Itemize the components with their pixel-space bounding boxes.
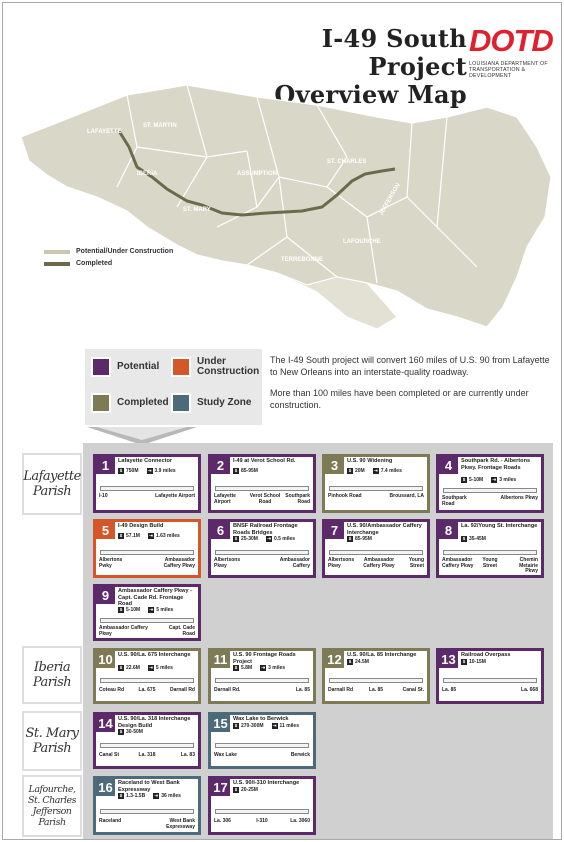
project-card-4[interactable] [436, 454, 544, 513]
dotd-logo [469, 25, 561, 85]
title-line-1: I-49 South Project [321, 24, 467, 81]
endpoint-left: Canal St [99, 752, 120, 758]
map-landmass [21, 85, 551, 327]
project-miles-value: 1.63 miles [155, 533, 180, 539]
endpoint-mid: Verot School Road [249, 493, 281, 505]
map-label-st-mary: ST. MARY [183, 207, 211, 213]
endpoint-mid: Ambassador Caffery Pkwy [363, 557, 395, 569]
map-legend [44, 248, 173, 272]
project-meta [461, 536, 486, 542]
dollar-icon: $ [462, 659, 466, 664]
endpoint-right: Ambassador Caffery Pkwy [163, 557, 195, 569]
endpoint-mid: Young Street [482, 557, 498, 569]
project-cost [118, 533, 140, 539]
endpoint-left: Wax Lake [214, 752, 237, 758]
project-card-7[interactable] [322, 519, 430, 578]
endpoint-right: Capt. Cade Road [168, 625, 195, 637]
logo-subtitle-line-1: LOUISIANA DEPARTMENT OF [469, 61, 548, 67]
endpoint-right: Southpark Road [285, 493, 310, 505]
status-label: Completed [117, 397, 169, 408]
project-meta [118, 533, 180, 539]
overview-map [17, 77, 557, 339]
parish-label-lafourche: Lafourche, St. Charles Jefferson Parish [22, 775, 82, 837]
endpoint-left: Darnall Rd. [214, 687, 241, 693]
status-label: Potential [117, 361, 160, 372]
project-meta [233, 665, 285, 671]
project-name: Southpark Rd. - Albertons Pkwy. Frontage Roads [461, 458, 531, 471]
status-legend [85, 349, 262, 425]
project-number: 6 [211, 522, 230, 539]
road-diagram [100, 743, 194, 748]
dollar-icon: $ [234, 723, 238, 728]
endpoint-left: Albertons Pwky [99, 557, 123, 569]
project-number: 9 [96, 587, 115, 604]
road-diagram [329, 678, 423, 683]
dollar-icon: $ [234, 787, 238, 792]
endpoint-left: Pinhook Road [328, 493, 362, 499]
project-miles-value: 7.4 miles [380, 468, 402, 474]
project-cost [118, 607, 140, 613]
project-card-17[interactable] [208, 776, 316, 835]
endpoint-left: Darnall Rd [328, 687, 354, 693]
logo-subtitle-line-2: TRANSPORTATION & DEVELOPMENT [469, 67, 526, 79]
project-number: 11 [211, 651, 230, 668]
project-meta [118, 665, 173, 671]
project-miles [266, 536, 295, 542]
distance-icon: ⇥ [147, 468, 152, 473]
endpoint-right: Canal St. [402, 687, 424, 693]
project-meta [347, 468, 402, 474]
endpoint-left: Coteau Rd [99, 687, 124, 693]
project-name: Lafayette Connector [118, 458, 173, 464]
project-number: 1 [96, 457, 115, 474]
project-meta [233, 536, 295, 542]
endpoint-mid: La. 85 [368, 687, 384, 693]
project-cost-value: 30-50M [126, 729, 143, 735]
road-diagram [100, 550, 194, 555]
status-label: Study Zone [197, 397, 252, 408]
project-cost-value: 5-10M [469, 477, 484, 483]
project-miles-value: 3 miles [268, 665, 286, 671]
project-cost [233, 787, 258, 793]
endpoint-left: La. 306 [214, 818, 231, 824]
project-miles [153, 793, 181, 799]
project-cost [461, 477, 483, 483]
project-miles-value: 3 miles [499, 477, 517, 483]
project-meta [461, 659, 486, 665]
project-card-8[interactable] [436, 519, 544, 578]
project-miles [491, 477, 516, 483]
endpoint-mid: La. 675 [138, 687, 156, 693]
project-cost [233, 665, 252, 671]
project-miles [260, 665, 285, 671]
endpoint-right: La. 83 [180, 752, 195, 758]
dollar-icon: $ [462, 477, 466, 482]
project-name: La. 92/Young St. Interchange [461, 523, 538, 529]
project-cost-value: 5-10M [126, 607, 141, 613]
dollar-icon: $ [348, 468, 352, 473]
map-label-jefferson: JEFFERSON [378, 182, 402, 217]
endpoint-left: I-10 [99, 493, 108, 499]
dollar-icon: $ [348, 536, 352, 541]
map-legend-completed [44, 260, 173, 267]
endpoint-right: La. 3060 [290, 818, 310, 824]
dollar-icon: $ [462, 536, 466, 541]
project-card-14[interactable] [93, 712, 201, 769]
status-potential [91, 357, 159, 377]
project-name: Wax Lake to Berwick [233, 716, 289, 722]
legend-swatch [44, 250, 70, 254]
logo-wordmark: DOTD [469, 23, 553, 58]
project-miles [147, 468, 176, 474]
road-diagram [100, 486, 194, 491]
dollar-icon: $ [234, 665, 238, 670]
dollar-icon: $ [348, 659, 352, 664]
project-cost-value: 24.5M [355, 659, 369, 665]
intro-paragraph-1: The I-49 South project will convert 160 miles of U.S. 90 from Lafayette to New Orleans into an interstate-quality roadway. [270, 355, 550, 377]
road-diagram [215, 678, 309, 683]
intro-paragraph-2: More than 100 miles have been completed or are currently under construction. [270, 388, 529, 410]
dollar-icon: $ [119, 533, 123, 538]
endpoint-left: Albertsons Pkwy [214, 557, 241, 569]
endpoint-right: La. 668 [521, 687, 538, 693]
project-cost [118, 468, 139, 474]
endpoint-right: La. 85 [295, 687, 310, 693]
project-name: BNSF Railroad Frontage Roads Bridges [233, 523, 298, 536]
status-completed [91, 393, 169, 413]
distance-icon: ⇥ [149, 665, 153, 670]
distance-icon: ⇥ [149, 533, 153, 538]
project-miles [148, 533, 180, 539]
project-name: U.S. 90/La. 85 Interchange [347, 652, 417, 658]
project-cost-value: 22.6M [126, 665, 140, 671]
status-swatch [171, 393, 191, 413]
endpoint-right: Darnall Rd [169, 687, 195, 693]
status-swatch [171, 357, 191, 377]
road-diagram [100, 618, 194, 623]
project-card-12[interactable] [322, 648, 430, 704]
project-card-6[interactable] [208, 519, 316, 578]
status-study-zone [171, 393, 251, 413]
project-number: 13 [439, 651, 458, 668]
project-name: I-49 Design Build [118, 523, 164, 529]
endpoint-right: Young Street [408, 557, 424, 569]
dollar-icon: $ [119, 607, 123, 612]
distance-icon: ⇥ [154, 793, 159, 798]
endpoint-left: Ambassador Caffery Pkwy [442, 557, 474, 569]
project-card-10[interactable] [93, 648, 201, 704]
intro-text [270, 354, 550, 420]
dollar-icon: $ [119, 793, 123, 798]
project-card-1[interactable] [93, 454, 201, 513]
dollar-icon: $ [234, 468, 238, 473]
project-number: 17 [211, 779, 230, 796]
project-miles-value: 0.5 miles [273, 536, 296, 542]
project-miles [272, 723, 299, 729]
parish-label-lafayette: Lafayette Parish [22, 453, 82, 515]
road-diagram [100, 809, 194, 814]
endpoint-right: West Bank Expressway [166, 818, 195, 830]
project-miles-value: 5 miles [156, 607, 174, 613]
endpoint-right: Albertons Pkwy [500, 495, 538, 501]
project-cost-value: 1.3-1.5B [126, 793, 146, 799]
endpoint-mid: La. 318 [138, 752, 156, 758]
project-cost-value: 85-95M [355, 536, 372, 542]
project-number: 3 [325, 457, 344, 474]
road-diagram [100, 678, 194, 683]
project-cost-value: 20-25M [241, 787, 258, 793]
distance-icon: ⇥ [272, 723, 277, 728]
map-label-assumption: ASSUMPTION [237, 171, 278, 177]
project-name: U.S. 90 Widening [347, 458, 393, 464]
project-name: Raceland to West Bank Expressway [118, 780, 180, 793]
project-miles [373, 468, 402, 474]
project-card-16[interactable] [93, 776, 201, 835]
endpoint-left: La. 85 [442, 687, 457, 693]
project-cost-value: 35-45M [469, 536, 486, 542]
project-cost [233, 536, 258, 542]
project-card-9[interactable] [93, 584, 201, 641]
project-miles-value: 11 miles [279, 723, 299, 729]
road-diagram [329, 486, 423, 491]
road-diagram [215, 486, 309, 491]
parish-label-iberia: Iberia Parish [22, 646, 82, 704]
dollar-icon: $ [234, 536, 238, 541]
project-name: Railroad Overpass [461, 652, 511, 658]
project-cost-value: 85-95M [241, 468, 258, 474]
project-card-15[interactable] [208, 712, 316, 769]
road-diagram [215, 550, 309, 555]
project-cost [347, 659, 369, 665]
dollar-icon: $ [119, 729, 123, 734]
project-meta [118, 793, 181, 799]
map-label-st-martin: ST. MARTIN [143, 123, 177, 129]
project-number: 8 [439, 522, 458, 539]
project-miles-value: 3.9 miles [154, 468, 176, 474]
project-number: 16 [96, 779, 115, 796]
dollar-icon: $ [119, 468, 123, 473]
project-number: 10 [96, 651, 115, 668]
project-meta [461, 477, 516, 483]
distance-icon: ⇥ [149, 607, 154, 612]
road-diagram [443, 550, 537, 555]
map-label-terrebonne: TERREBONNE [281, 257, 324, 263]
project-cost [118, 729, 143, 735]
distance-icon: ⇥ [267, 536, 271, 541]
project-cost-value: 750M [126, 468, 139, 474]
endpoint-right: Lafayette Airport [155, 493, 195, 499]
status-swatch [91, 393, 111, 413]
project-meta [233, 787, 258, 793]
legend-swatch [44, 262, 70, 266]
project-miles-value: 5 miles [155, 665, 173, 671]
project-card-3[interactable] [322, 454, 430, 513]
project-meta [347, 659, 369, 665]
project-number: 12 [325, 651, 344, 668]
project-meta [118, 468, 176, 474]
project-number: 7 [325, 522, 344, 539]
status-label: Under Construction [197, 356, 260, 377]
map-label-iberia: IBERIA [137, 171, 158, 177]
project-name: U.S. 90/La. 675 Interchange [118, 652, 191, 658]
project-cost [461, 659, 486, 665]
poster [2, 2, 562, 840]
project-meta [347, 536, 372, 542]
project-cost-value: 10-15M [469, 659, 486, 665]
map-legend-potential [44, 248, 173, 255]
project-cost [118, 793, 145, 799]
road-diagram [215, 743, 309, 748]
endpoint-right: Berwick [290, 752, 310, 758]
project-name: U.S. 90/Ambassador Caffery Interchange [347, 523, 422, 536]
project-card-2[interactable] [208, 454, 316, 513]
project-card-13[interactable] [436, 648, 544, 704]
project-cost [118, 665, 140, 671]
project-name: Ambassador Caffery Pkwy - Capt. Cade Rd. Frontage Road [118, 588, 192, 607]
endpoint-right: Ambassador Caffery [279, 557, 310, 569]
project-meta [118, 729, 143, 735]
endpoint-left: Lafayette Airport [214, 493, 236, 505]
project-number: 14 [96, 715, 115, 732]
endpoint-left: Raceland [99, 818, 122, 824]
road-diagram [215, 809, 309, 814]
project-name: U.S. 90 Frontage Roads Project [233, 652, 296, 665]
distance-icon: ⇥ [373, 468, 378, 473]
dollar-icon: $ [119, 665, 123, 670]
legend-label: Completed [76, 260, 113, 267]
project-meta [118, 607, 173, 613]
project-cost [233, 723, 264, 729]
project-cost-value: 25-30M [241, 536, 258, 542]
project-number: 5 [96, 522, 115, 539]
project-number: 15 [211, 715, 230, 732]
project-card-5[interactable] [93, 519, 201, 578]
endpoint-left: Southpark Road [442, 495, 467, 507]
project-cost [233, 468, 258, 474]
project-cost-value: 5.8M [241, 665, 253, 671]
endpoint-left: Ambassador Caffery Pkwy [99, 625, 148, 637]
project-meta [233, 468, 258, 474]
project-name: U.S. 90/La. 318 Interchange Design Build [118, 716, 191, 729]
status-swatch [91, 357, 111, 377]
project-cost-value: 57.1M [126, 533, 140, 539]
endpoint-right: Broussard, LA [389, 493, 424, 499]
distance-icon: ⇥ [261, 665, 266, 670]
distance-icon: ⇥ [492, 477, 497, 482]
project-card-11[interactable] [208, 648, 316, 704]
project-name: I-49 at Verot School Rd. [233, 458, 296, 464]
project-miles-value: 36 miles [161, 793, 181, 799]
map-label-lafayette: LAFAYETTE [87, 129, 122, 135]
endpoint-mid: I-310 [256, 818, 268, 824]
endpoint-left: Albertsons Pkwy [328, 557, 355, 569]
project-cost [461, 536, 486, 542]
project-meta [233, 723, 299, 729]
title-line-2: Overview Map [274, 80, 467, 109]
endpoint-right: Chemin Metairie Pkwy [519, 557, 538, 574]
project-cost [347, 536, 372, 542]
parish-label-st-mary: St. Mary Parish [22, 711, 82, 771]
road-diagram [443, 678, 537, 683]
map-label-lafourche: LAFOURCHE [343, 239, 381, 245]
status-under-construction [171, 357, 259, 377]
road-diagram [443, 488, 537, 493]
road-diagram [329, 550, 423, 555]
project-cost-value: 270-300M [241, 723, 264, 729]
project-cost [347, 468, 365, 474]
project-miles [148, 607, 173, 613]
map-label-st-charles: ST. CHARLES [327, 159, 367, 165]
project-number: 2 [211, 457, 230, 474]
project-name: U.S. 90/I-310 Interchange [233, 780, 300, 786]
project-miles [148, 665, 173, 671]
project-number: 4 [439, 457, 458, 474]
legend-label: Potential/Under Construction [76, 248, 174, 255]
project-cost-value: 20M [355, 468, 365, 474]
